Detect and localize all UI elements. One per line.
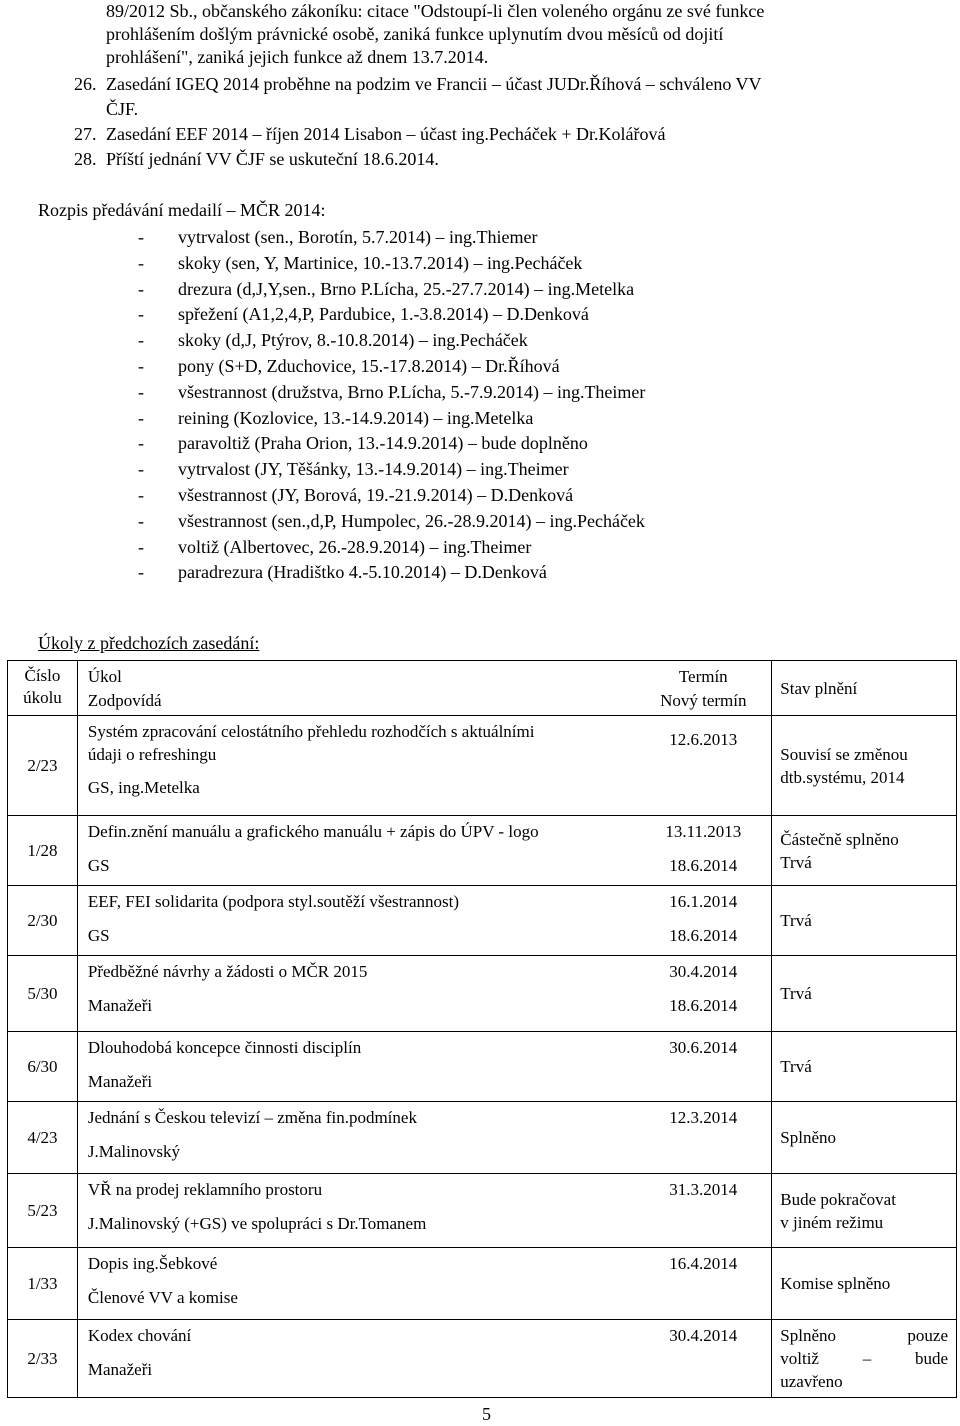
table-header-row (8, 661, 957, 716)
task-new-term (643, 1286, 763, 1310)
medal-item (138, 560, 645, 586)
page-number: 5 (482, 1404, 491, 1424)
task-new-term (643, 776, 763, 800)
task-details (77, 716, 771, 816)
list-dash: - (138, 484, 144, 505)
status-line: Trvá (780, 852, 812, 872)
table-row (8, 1032, 957, 1102)
medal-item (138, 251, 645, 277)
task-term: 30.4.2014 (669, 962, 738, 981)
medal-item (138, 380, 645, 406)
task-responsible: J.Malinovský (+GS) ve spolupráci s Dr.Tomanem (87, 1214, 427, 1233)
status-line: Komise splněno (780, 1274, 891, 1293)
medal-text: všestrannost (sen.,d,P, Humpolec, 26.-28.9.2014) – ing.Pecháček (178, 510, 645, 531)
list-dash: - (138, 330, 144, 351)
medal-text: paradrezura (Hradištko 4.-5.10.2014) – D.Denková (178, 562, 547, 583)
medal-text: vytrvalost (JY, Těšánky, 13.-14.9.2014) – ing.Theimer (178, 459, 569, 480)
task-rows (8, 716, 957, 1398)
item-27 (74, 122, 934, 147)
task-details (77, 886, 771, 956)
task-text (88, 720, 535, 766)
task-term: 30.6.2014 (669, 1038, 738, 1057)
status-line: Trvá (780, 984, 812, 1003)
task-responsible: Členové VV a komise (87, 1288, 238, 1307)
list-dash: - (138, 510, 144, 531)
task-details (77, 1032, 771, 1102)
task-number: 5/30 (8, 956, 78, 1032)
task-text (88, 1178, 322, 1202)
intro-line: prohlášení", zaniká jejich funkce až dnem 13.7.2014. (106, 47, 489, 67)
task-status (772, 1102, 957, 1174)
task-text (88, 1036, 361, 1060)
item-continuation: ČJF. (106, 99, 139, 119)
task-status (772, 1032, 957, 1102)
task-status (772, 956, 957, 1032)
task-status (772, 1174, 957, 1248)
medal-list (138, 225, 645, 586)
task-text-line: Dopis ing.Šebkové (87, 1254, 218, 1273)
task-new-term (643, 1140, 763, 1164)
table-row (8, 1320, 957, 1398)
header-task-number (8, 661, 78, 716)
task-status (772, 816, 957, 886)
status-line: dtb.systému, 2014 (780, 767, 905, 787)
task-details (77, 956, 771, 1032)
medal-text: všestrannost (JY, Borová, 19.-21.9.2014) – D.Denková (178, 484, 574, 505)
task-details (77, 1174, 771, 1248)
task-text-line: Systém zpracování celostátního přehledu rozhodčích s aktuálními (87, 722, 535, 741)
item-number: 26. (74, 74, 97, 94)
task-text-line: VŘ na prodej reklamního prostoru (87, 1180, 323, 1199)
list-dash: - (138, 227, 144, 247)
task-details (77, 1320, 771, 1398)
status-line: Trvá (780, 911, 812, 930)
item-number: 28. (74, 149, 97, 169)
task-term: 12.3.2014 (669, 1108, 738, 1127)
task-responsible: Manažeři (87, 1360, 153, 1379)
item-26 (74, 72, 934, 97)
list-dash: - (138, 562, 144, 583)
task-status (772, 716, 957, 816)
medal-item (138, 483, 645, 509)
medal-schedule-title: Rozpis předávání medailí – MČR 2014: (38, 200, 326, 220)
item-28 (74, 147, 934, 172)
task-new-term (643, 1070, 763, 1094)
list-dash: - (138, 536, 144, 557)
medal-text: vytrvalost (sen., Borotín, 5.7.2014) – ing.Thiemer (178, 227, 538, 247)
task-responsible: GS, ing.Metelka (87, 778, 200, 797)
tasks-table (7, 660, 957, 1398)
list-dash: - (138, 433, 144, 454)
task-term: 30.4.2014 (669, 1326, 738, 1345)
table-row (8, 716, 957, 816)
task-number: 2/23 (8, 716, 78, 816)
list-dash: - (138, 355, 144, 376)
task-text-line: Defin.znění manuálu a grafického manuálu + zápis do ÚPV - logo (87, 822, 539, 841)
table-row (8, 886, 957, 956)
intro-line: prohlášením došlým právnické osobě, zaniká funkce uplynutím dvou měsíců od dojití (106, 24, 724, 44)
header-task-label: Úkol (87, 667, 122, 686)
task-number: 1/28 (8, 816, 78, 886)
header-status: Stav plnění (772, 661, 957, 716)
table-row (8, 1248, 957, 1320)
task-responsible: GS (87, 926, 110, 945)
status-line: uzavřeno (780, 1372, 843, 1391)
task-number: 2/33 (8, 1320, 78, 1398)
status-line: Souvisí se změnou (780, 744, 908, 764)
medal-item (138, 354, 645, 380)
medal-text: spřežení (A1,2,4,P, Pardubice, 1.-3.8.2014) – D.Denková (178, 304, 589, 325)
status-line: voltiž – bude (780, 1349, 948, 1368)
medal-item (138, 277, 645, 303)
task-term: 16.4.2014 (669, 1254, 738, 1273)
task-new-term: 18.6.2014 (669, 996, 738, 1015)
status-line: Splněno pouze (780, 1326, 948, 1345)
tasks-title: Úkoly z předchozích zasedání: (38, 633, 260, 653)
task-text (88, 1106, 417, 1130)
task-term: 31.3.2014 (669, 1180, 738, 1199)
task-details (77, 1102, 771, 1174)
task-term: 12.6.2013 (669, 730, 738, 749)
intro-paragraph (106, 0, 926, 69)
item-text: Příští jednání VV ČJF se uskuteční 18.6.2014. (106, 149, 439, 169)
task-number: 4/23 (8, 1102, 78, 1174)
item-text: Zasedání IGEQ 2014 proběhne na podzim ve Francii – účast JUDr.Říhová – schváleno VV (106, 74, 762, 94)
medal-item (138, 406, 645, 432)
list-dash: - (138, 278, 144, 299)
table-row (8, 956, 957, 1032)
header-number-line: Číslo (24, 666, 61, 685)
header-term-label: Termín (678, 667, 728, 686)
task-text (88, 1252, 217, 1276)
task-status (772, 1248, 957, 1320)
task-responsible: Manažeři (87, 1072, 153, 1091)
numbered-items (74, 72, 934, 172)
table-row (8, 1174, 957, 1248)
task-number: 1/33 (8, 1248, 78, 1320)
medal-text: skoky (sen, Y, Martinice, 10.-13.7.2014) – ing.Pecháček (178, 252, 583, 273)
task-text (88, 960, 368, 984)
medal-item (138, 457, 645, 483)
task-text-line: Jednání s Českou televizí – změna fin.podmínek (87, 1108, 417, 1127)
medal-item (138, 328, 645, 354)
status-line: Bude pokračovat (780, 1189, 896, 1209)
task-term: 16.1.2014 (669, 892, 738, 911)
task-text (88, 820, 539, 844)
list-dash: - (138, 381, 144, 402)
task-details (77, 1248, 771, 1320)
medal-text: voltiž (Albertovec, 26.-28.9.2014) – ing.Theimer (178, 536, 532, 557)
item-number: 27. (74, 124, 97, 144)
task-text (88, 1324, 191, 1348)
list-dash: - (138, 407, 144, 428)
table-row (8, 816, 957, 886)
task-responsible: Manažeři (87, 996, 153, 1015)
list-dash: - (138, 459, 144, 480)
task-status (772, 886, 957, 956)
task-details (77, 816, 771, 886)
task-text (88, 890, 459, 914)
task-number: 5/23 (8, 1174, 78, 1248)
task-responsible: J.Malinovský (87, 1142, 180, 1161)
task-text-line: EEF, FEI solidarita (podpora styl.soutěží všestrannost) (87, 892, 460, 911)
task-new-term: 18.6.2014 (669, 926, 738, 945)
list-dash: - (138, 304, 144, 325)
task-number: 2/30 (8, 886, 78, 956)
task-text-line: Předběžné návrhy a žádosti o MČR 2015 (87, 962, 368, 981)
task-new-term (643, 1212, 763, 1236)
list-dash: - (138, 252, 144, 273)
medal-text: všestrannost (družstva, Brno P.Lícha, 5.-7.9.2014) – ing.Theimer (178, 381, 646, 402)
medal-text: pony (S+D, Zduchovice, 15.-17.8.2014) – Dr.Říhová (178, 355, 560, 376)
medal-item (138, 225, 645, 251)
item-text: Zasedání EEF 2014 – říjen 2014 Lisabon – účast ing.Pecháček + Dr.Kolářová (106, 124, 666, 144)
table-row (8, 1102, 957, 1174)
medal-item (138, 431, 645, 457)
medal-text: skoky (d,J, Ptýrov, 8.-10.8.2014) – ing.Pecháček (178, 330, 528, 351)
task-text-line: Dlouhodobá koncepce činnosti disciplín (87, 1038, 362, 1057)
intro-line: 89/2012 Sb., občanského zákoníku: citace "Odstoupí-li člen voleného orgánu ze své funkce (106, 1, 765, 21)
medal-item (138, 535, 645, 561)
task-term: 13.11.2013 (665, 822, 742, 841)
header-responsible-label: Zodpovídá (87, 691, 162, 710)
task-new-term (643, 1358, 763, 1382)
task-status (772, 1320, 957, 1398)
task-text-line: Kodex chování (87, 1326, 192, 1345)
header-number-line: úkolu (23, 688, 62, 707)
medal-item (138, 302, 645, 328)
medal-text: drezura (d,J,Y,sen., Brno P.Lícha, 25.-27.7.2014) – ing.Metelka (178, 278, 635, 299)
status-line: Trvá (780, 1057, 812, 1076)
task-number: 6/30 (8, 1032, 78, 1102)
status-line: Splněno (780, 1128, 836, 1147)
medal-text: reining (Kozlovice, 13.-14.9.2014) – ing.Metelka (178, 407, 534, 428)
medal-item (138, 509, 645, 535)
medal-text: paravoltiž (Praha Orion, 13.-14.9.2014) – bude doplněno (178, 433, 588, 454)
header-task (77, 661, 771, 716)
task-responsible: GS (87, 856, 110, 875)
status-line: v jiném režimu (780, 1212, 884, 1232)
task-new-term: 18.6.2014 (669, 856, 738, 875)
task-text-line: údaji o refreshingu (87, 745, 217, 764)
status-line: Částečně splněno (780, 829, 899, 849)
header-new-term-label: Nový termín (660, 691, 747, 710)
